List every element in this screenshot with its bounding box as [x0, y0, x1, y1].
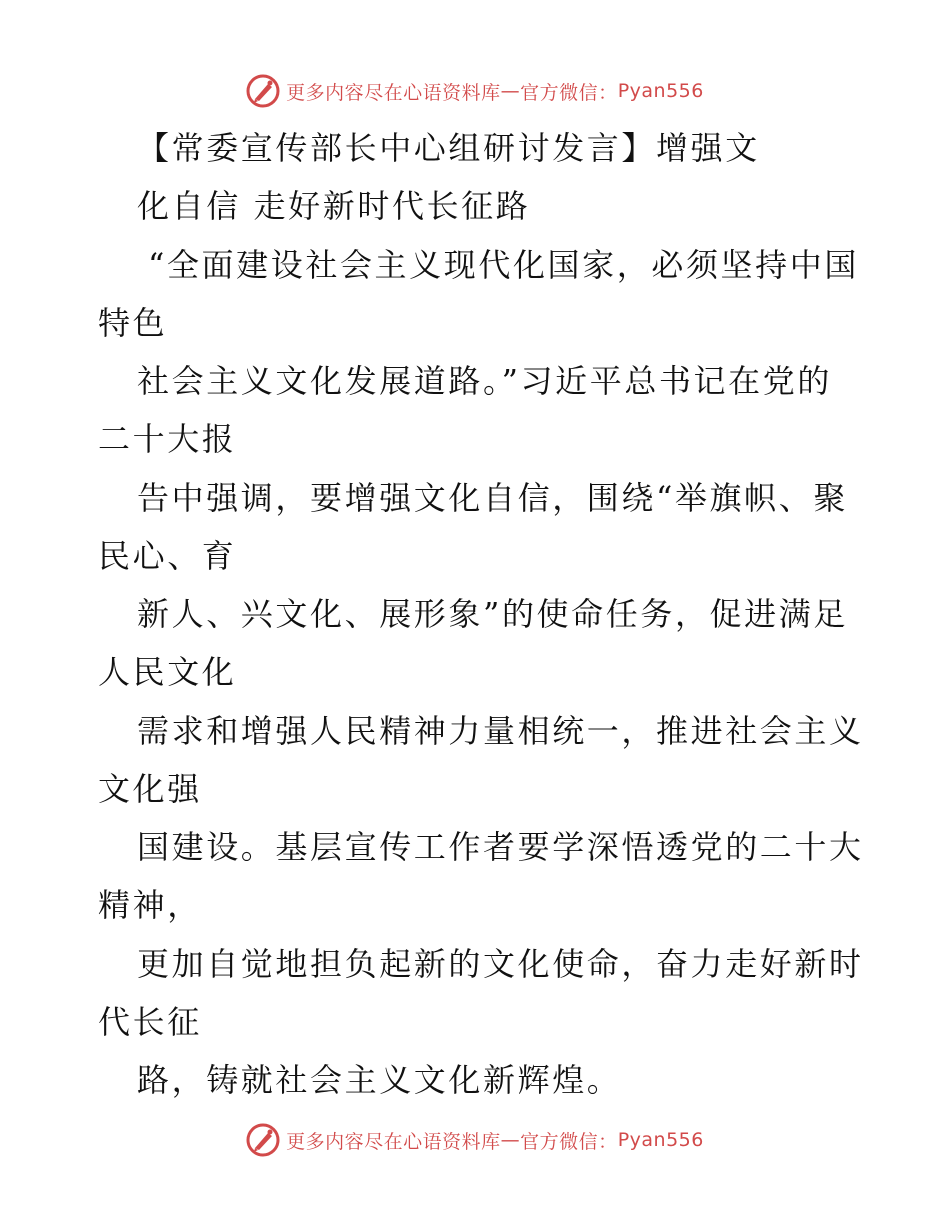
document-title-line-2: 化自信 走好新时代长征路 — [137, 187, 531, 225]
paragraph-line: 代长征 — [98, 1003, 202, 1041]
paragraph-line: 新人、兴文化、展形象”的使命任务，促进满足 — [137, 595, 848, 633]
paragraph-line: 二十大报 — [98, 420, 237, 458]
paragraph-line: “全面建设社会主义现代化国家，必须坚持中国 — [148, 246, 859, 284]
paragraph-line: 人民文化 — [98, 653, 237, 691]
watermark-separator: — — [500, 1129, 521, 1151]
paragraph-line: 特色 — [98, 304, 168, 342]
pen-logo-icon — [246, 74, 280, 108]
paragraph-line: 社会主义文化发展道路。”习近平总书记在党的 — [137, 362, 832, 400]
paragraph-line: 需求和增强人民精神力量相统一，推进社会主义 — [137, 712, 864, 750]
paragraph-line: 国建设。基层宣传工作者要学深悟透党的二十大 — [137, 828, 864, 866]
footer-watermark — [0, 1120, 950, 1160]
paragraph-line: 民心、育 — [98, 537, 237, 575]
paragraph-line: 更加自觉地担负起新的文化使命，奋力走好新时 — [137, 945, 864, 983]
watermark-text: 更多内容尽在心语资料库 — [286, 1130, 501, 1153]
pen-logo-icon — [246, 1123, 280, 1157]
watermark-separator: — — [500, 80, 521, 102]
watermark-text: 更多内容尽在心语资料库 — [286, 81, 501, 104]
paragraph-line: 路，铸就社会主义文化新辉煌。 — [137, 1061, 622, 1099]
watermark-wechat-label: 官方微信： — [520, 81, 618, 104]
paragraph-line: 精神， — [98, 886, 202, 924]
document-title-line-1: 【常委宣传部长中心组研讨发言】增强文 — [137, 129, 760, 167]
header-watermark — [0, 71, 950, 111]
paragraph-line: 文化强 — [98, 770, 202, 808]
watermark-wechat-label: 官方微信： — [520, 1130, 618, 1153]
watermark-wechat-account: Pyan556 — [617, 80, 704, 102]
watermark-wechat-account: Pyan556 — [617, 1129, 704, 1151]
paragraph-line: 告中强调，要增强文化自信，围绕“举旗帜、聚 — [137, 479, 848, 517]
